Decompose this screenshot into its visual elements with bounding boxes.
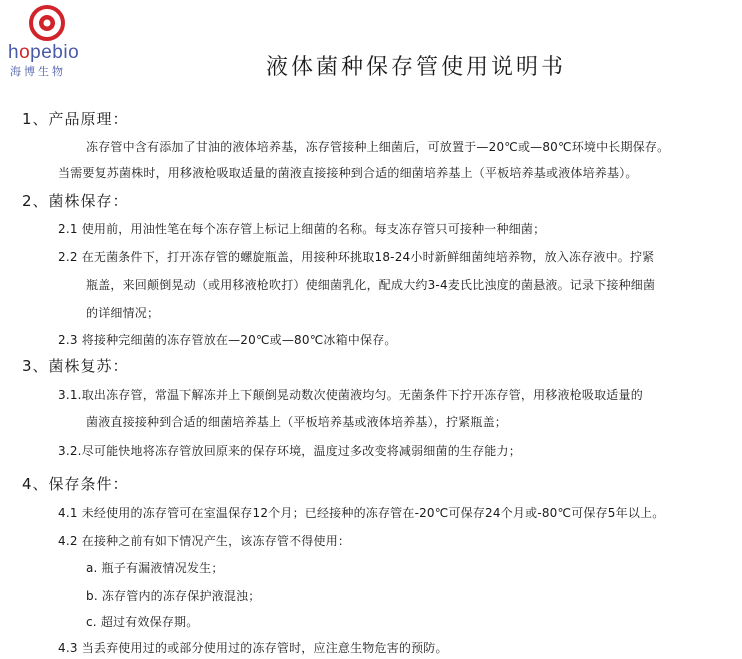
conditions-subitem-a: a. 瓶子有漏液情况发生； <box>86 561 224 575</box>
logo-name: hopebio <box>8 42 80 63</box>
storage-item-2-3: 2.3 将接种完细菌的冻存管放在—20℃或—80℃冰箱中保存。 <box>58 333 397 347</box>
conditions-item-4-1: 4.1 未经使用的冻存管可在室温保存12个月；已经接种的冻存管在-20℃可保存24个月或-80℃可保存5年以上。 <box>58 506 665 520</box>
section-heading-revival: 3、菌株复苏： <box>22 357 129 375</box>
conditions-item-4-3: 4.3 当丢弃使用过的或部分使用过的冻存管时，应注意生物危害的预防。 <box>58 641 448 655</box>
conditions-subitem-b: b. 冻存管内的冻存保护液混浊； <box>86 589 261 603</box>
revival-item-3-1-line-2: 菌液直接接种到合适的细菌培养基上（平板培养基或液体培养基），拧紧瓶盖； <box>86 415 508 429</box>
logo-mark-icon <box>28 4 66 42</box>
storage-item-2-2-line-1: 2.2 在无菌条件下，打开冻存管的螺旋瓶盖，用接种环挑取18-24小时新鲜细菌纯培养物，放入冻存液中。拧紧 <box>58 250 655 264</box>
storage-item-2-2-line-3: 的详细情况； <box>86 306 160 320</box>
conditions-subitem-c: c. 超过有效保存期。 <box>86 615 199 629</box>
revival-item-3-2: 3.2.尽可能快地将冻存管放回原来的保存环境，温度过多改变将减弱细菌的生存能力； <box>58 444 521 458</box>
document-title: 液体菌种保存管使用说明书 <box>265 55 566 80</box>
section-heading-storage: 2、菌株保存： <box>22 192 129 210</box>
section-heading-principle: 1、产品原理： <box>22 110 129 128</box>
storage-item-2-2-line-2: 瓶盖，来回颠倒晃动（或用移液枪吹打）使细菌乳化，配成大约3-4麦氏比浊度的菌悬液。记录下接种细菌 <box>86 278 656 292</box>
principle-line-2: 当需要复苏菌株时，用移液枪吸取适量的菌液直接接种到合适的细菌培养基上（平板培养基或液体培养基）。 <box>58 166 638 180</box>
conditions-item-4-2: 4.2 在接种之前有如下情况产生，该冻存管不得使用： <box>58 534 351 548</box>
storage-item-2-1: 2.1 使用前，用油性笔在每个冻存管上标记上细菌的名称。每支冻存管只可接种一种细菌； <box>58 222 546 236</box>
logo-subtitle: 海博生物 <box>10 65 66 78</box>
principle-line-1: 冻存管中含有添加了甘油的液体培养基，冻存管接种上细菌后，可放置于—20℃或—80℃环境中长期保存。 <box>86 140 670 154</box>
section-heading-conditions: 4、保存条件： <box>22 475 129 493</box>
revival-item-3-1-line-1: 3.1.取出冻存管，常温下解冻并上下颠倒晃动数次使菌液均匀。无菌条件下拧开冻存管，用移液枪吸取适量的 <box>58 388 643 402</box>
